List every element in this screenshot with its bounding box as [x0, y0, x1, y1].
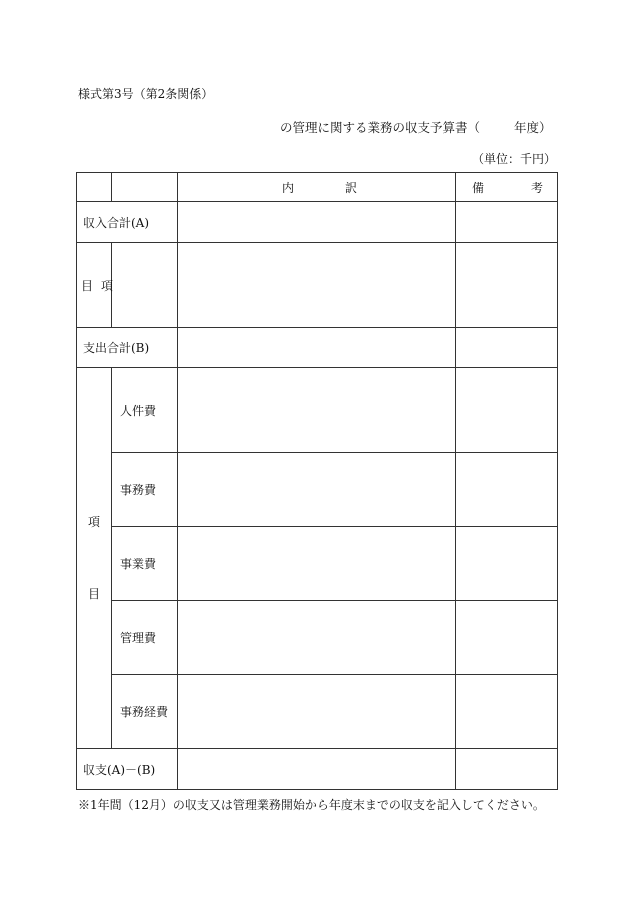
header-row	[77, 173, 558, 202]
budget-table	[76, 172, 558, 790]
expense-total-breakdown-cell[interactable]	[178, 328, 456, 368]
header-breakdown-char-2: 訳	[344, 180, 357, 195]
expense-items-label-cell	[77, 368, 112, 749]
header-breakdown	[178, 173, 456, 202]
project-cost-remarks-cell[interactable]	[456, 527, 558, 601]
header-blank-2	[112, 173, 178, 202]
income-items-remarks-cell[interactable]	[456, 243, 558, 328]
income-items-char-1: 目	[81, 278, 94, 293]
income-items-label-cell	[77, 243, 112, 328]
expense-items-char-1: 項	[87, 515, 100, 529]
header-remarks-char-1: 備	[472, 180, 485, 195]
admin-expense-breakdown-cell[interactable]	[178, 675, 456, 749]
expense-row	[77, 675, 558, 749]
income-item-name-cell[interactable]	[112, 243, 178, 328]
header-breakdown-char-1: 内	[282, 180, 295, 195]
income-total-label-cell	[77, 202, 178, 243]
personnel-cost-label: 人件費	[120, 403, 157, 418]
footnote: ※1年間（12月）の収支又は管理業務開始から年度末までの収支を記入してください。	[78, 798, 545, 812]
form-number: 様式第3号（第2条関係）	[78, 87, 214, 101]
document-title-year: 年度）	[514, 120, 552, 135]
office-cost-cell	[112, 453, 178, 527]
personnel-cost-cell	[112, 368, 178, 453]
personnel-cost-breakdown-cell[interactable]	[178, 368, 456, 453]
header-remarks-char-2: 考	[530, 180, 543, 195]
management-cost-remarks-cell[interactable]	[456, 601, 558, 675]
income-items-breakdown-cell[interactable]	[178, 243, 456, 328]
income-total-row	[77, 202, 558, 243]
project-cost-label: 事業費	[120, 557, 157, 571]
balance-label-cell	[77, 749, 178, 790]
expense-total-label: 支出合計(B)	[83, 341, 150, 355]
document-title	[280, 118, 552, 136]
management-cost-cell	[112, 601, 178, 675]
admin-expense-remarks-cell[interactable]	[456, 675, 558, 749]
balance-label: 収支(A)－(B)	[83, 762, 156, 777]
unit-label: （単位：千円）	[471, 152, 556, 166]
office-cost-label: 事務費	[120, 483, 157, 497]
header-remarks	[456, 173, 558, 202]
office-cost-breakdown-cell[interactable]	[178, 453, 456, 527]
management-cost-breakdown-cell[interactable]	[178, 601, 456, 675]
balance-remarks-cell[interactable]	[456, 749, 558, 790]
expense-total-row	[77, 328, 558, 368]
office-cost-remarks-cell[interactable]	[456, 453, 558, 527]
balance-row	[77, 749, 558, 790]
header-blank-1	[77, 173, 112, 202]
admin-expense-cell	[112, 675, 178, 749]
expense-row	[77, 527, 558, 601]
balance-breakdown-cell[interactable]	[178, 749, 456, 790]
income-total-remarks-cell[interactable]	[456, 202, 558, 243]
admin-expense-label: 事務経費	[120, 705, 169, 719]
income-items-row	[77, 243, 558, 328]
expense-row	[77, 453, 558, 527]
personnel-cost-remarks-cell[interactable]	[456, 368, 558, 453]
expense-total-label-cell	[77, 328, 178, 368]
expense-row	[77, 368, 558, 453]
income-total-breakdown-cell[interactable]	[178, 202, 456, 243]
income-items-char-2: 項	[101, 278, 114, 293]
management-cost-label: 管理費	[120, 631, 157, 645]
expense-items-char-2: 目	[87, 587, 100, 601]
income-total-label: 収入合計(A)	[83, 215, 150, 230]
project-cost-cell	[112, 527, 178, 601]
project-cost-breakdown-cell[interactable]	[178, 527, 456, 601]
document-title-main: の管理に関する業務の収支予算書（	[280, 120, 481, 135]
expense-total-remarks-cell[interactable]	[456, 328, 558, 368]
expense-row	[77, 601, 558, 675]
